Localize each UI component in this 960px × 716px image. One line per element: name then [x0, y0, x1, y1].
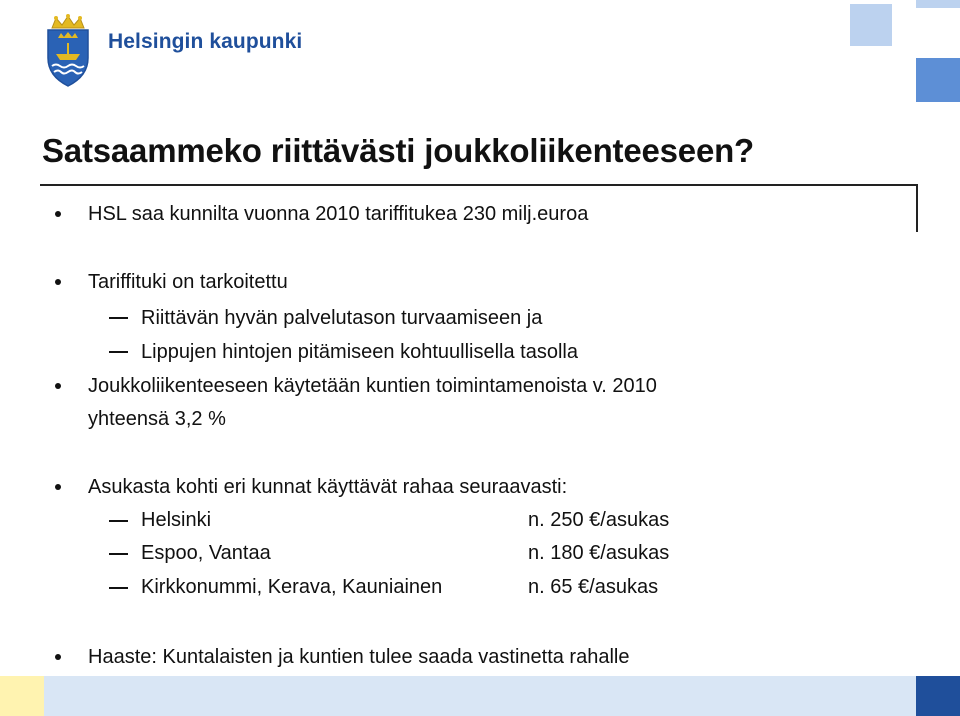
- title-underline: [40, 184, 918, 186]
- sub-item-ticket-prices: Lippujen hintojen pitämiseen kohtuullisella tasolla: [141, 341, 578, 363]
- sub-dash: [109, 317, 128, 319]
- city-value-espoo-vantaa: n. 180 €/asukas: [528, 542, 670, 564]
- logo-text: Helsingin kaupunki: [108, 30, 303, 53]
- sub-dash: [109, 520, 128, 522]
- slide-title: Satsaammeko riittävästi joukkoliikenteeseen?: [42, 132, 755, 169]
- city-name-kirkkonummi-kerava-kauniainen: Kirkkonummi, Kerava, Kauniainen: [141, 576, 443, 598]
- bullet-dot: [55, 484, 61, 490]
- city-value-helsinki: n. 250 €/asukas: [528, 509, 670, 531]
- city-name-helsinki: Helsinki: [141, 509, 212, 531]
- title-rule-corner: [916, 184, 918, 232]
- helsinki-crest-logo: [44, 14, 92, 88]
- sub-dash: [109, 553, 128, 555]
- bullet-challenge: Haaste: Kuntalaisten ja kuntien tulee saada vastinetta rahalle: [88, 646, 630, 668]
- bullet-operating-costs-line2: yhteensä 3,2 %: [88, 408, 226, 430]
- bullet-dot: [55, 654, 61, 660]
- bullet-tariff-purpose: Tariffituki on tarkoitettu: [88, 271, 288, 293]
- city-name-espoo-vantaa: Espoo, Vantaa: [141, 542, 271, 564]
- city-value-kirkkonummi-kerava-kauniainen: n. 65 €/asukas: [528, 576, 659, 598]
- sub-dash: [109, 351, 128, 353]
- bullet-hsl-tariff: HSL saa kunnilta vuonna 2010 tariffitukea 230 milj.euroa: [88, 203, 589, 225]
- sub-item-service-level: Riittävän hyvän palvelutason turvaamiseen ja: [141, 307, 543, 329]
- bullet-dot: [55, 383, 61, 389]
- bullet-dot: [55, 211, 61, 217]
- bullet-dot: [55, 279, 61, 285]
- bullet-per-resident: Asukasta kohti eri kunnat käyttävät rahaa seuraavasti:: [88, 476, 568, 498]
- bullet-operating-costs-line1: Joukkoliikenteeseen käytetään kuntien toimintamenoista v. 2010: [88, 375, 657, 397]
- sub-dash: [109, 587, 128, 589]
